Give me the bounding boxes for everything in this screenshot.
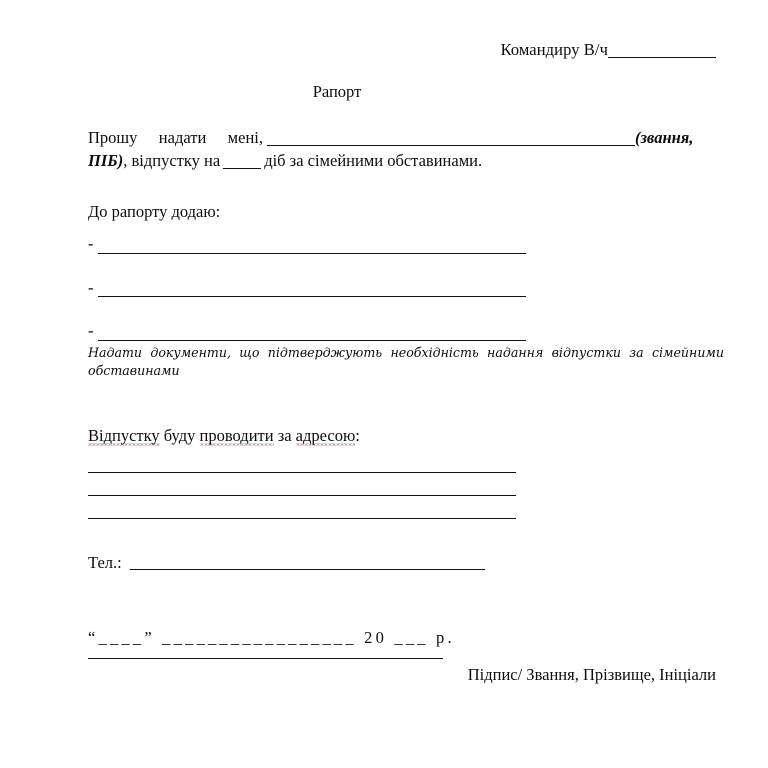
request-lead-text: Прошу надати мені, xyxy=(88,128,263,147)
request-after-note: , відпустку на xyxy=(123,151,221,171)
signature-blank-field[interactable] xyxy=(88,658,443,659)
attachment-item-3 xyxy=(88,323,716,341)
attachment-item-2 xyxy=(88,277,716,298)
attachments-footnote: Надати документи, що підтверджують необхідність надання відпустки за сімейними обставинами xyxy=(88,344,724,378)
signature-caption: Підпис/ Звання, Прізвище, Ініціали xyxy=(467,665,716,685)
address-word-budu: буду xyxy=(163,426,196,446)
addressee-label: Командиру В/ч xyxy=(500,40,608,59)
attachment-marker: - xyxy=(88,277,94,297)
phone-blank-field[interactable] xyxy=(130,569,485,570)
address-word-za: за xyxy=(273,426,296,446)
phone-label: Тел.: xyxy=(88,553,122,573)
address-colon: : xyxy=(355,426,360,446)
date-line[interactable]: “____” _________________ 20 ___ р. xyxy=(88,628,455,648)
rank-name-blank-field[interactable] xyxy=(267,145,635,146)
rank-name-note-part1: (звання, xyxy=(635,128,694,147)
address-word-provodyty: проводити xyxy=(199,426,274,446)
attachment-blank-field-3[interactable] xyxy=(98,340,526,341)
address-blank-field-3[interactable] xyxy=(88,518,516,519)
days-blank-field[interactable] xyxy=(223,168,261,169)
address-word-vidpustku: Відпустку xyxy=(88,426,160,446)
rank-name-note-part2: ПІБ) xyxy=(88,151,124,171)
page-title: Рапорт xyxy=(312,82,362,101)
address-label xyxy=(88,426,716,446)
request-paragraph xyxy=(88,126,716,172)
address-blank-lines xyxy=(88,472,716,519)
attachment-item-1 xyxy=(88,236,716,254)
address-blank-field-1[interactable] xyxy=(88,472,516,473)
attachment-blank-field-1[interactable] xyxy=(98,253,526,254)
attachment-marker: - xyxy=(88,321,94,341)
attachment-blank-field-2[interactable] xyxy=(98,296,526,297)
address-blank-field-2[interactable] xyxy=(88,495,516,496)
addressee-blank-field[interactable] xyxy=(608,57,716,58)
attachment-marker: - xyxy=(88,234,94,254)
addressee-line xyxy=(88,0,716,60)
request-tail-text: діб за сімейними обставинами. xyxy=(264,151,483,171)
attachments-label: До рапорту додаю: xyxy=(88,202,221,222)
address-word-adresoyu: адресою xyxy=(295,426,356,446)
phone-row xyxy=(88,553,716,573)
